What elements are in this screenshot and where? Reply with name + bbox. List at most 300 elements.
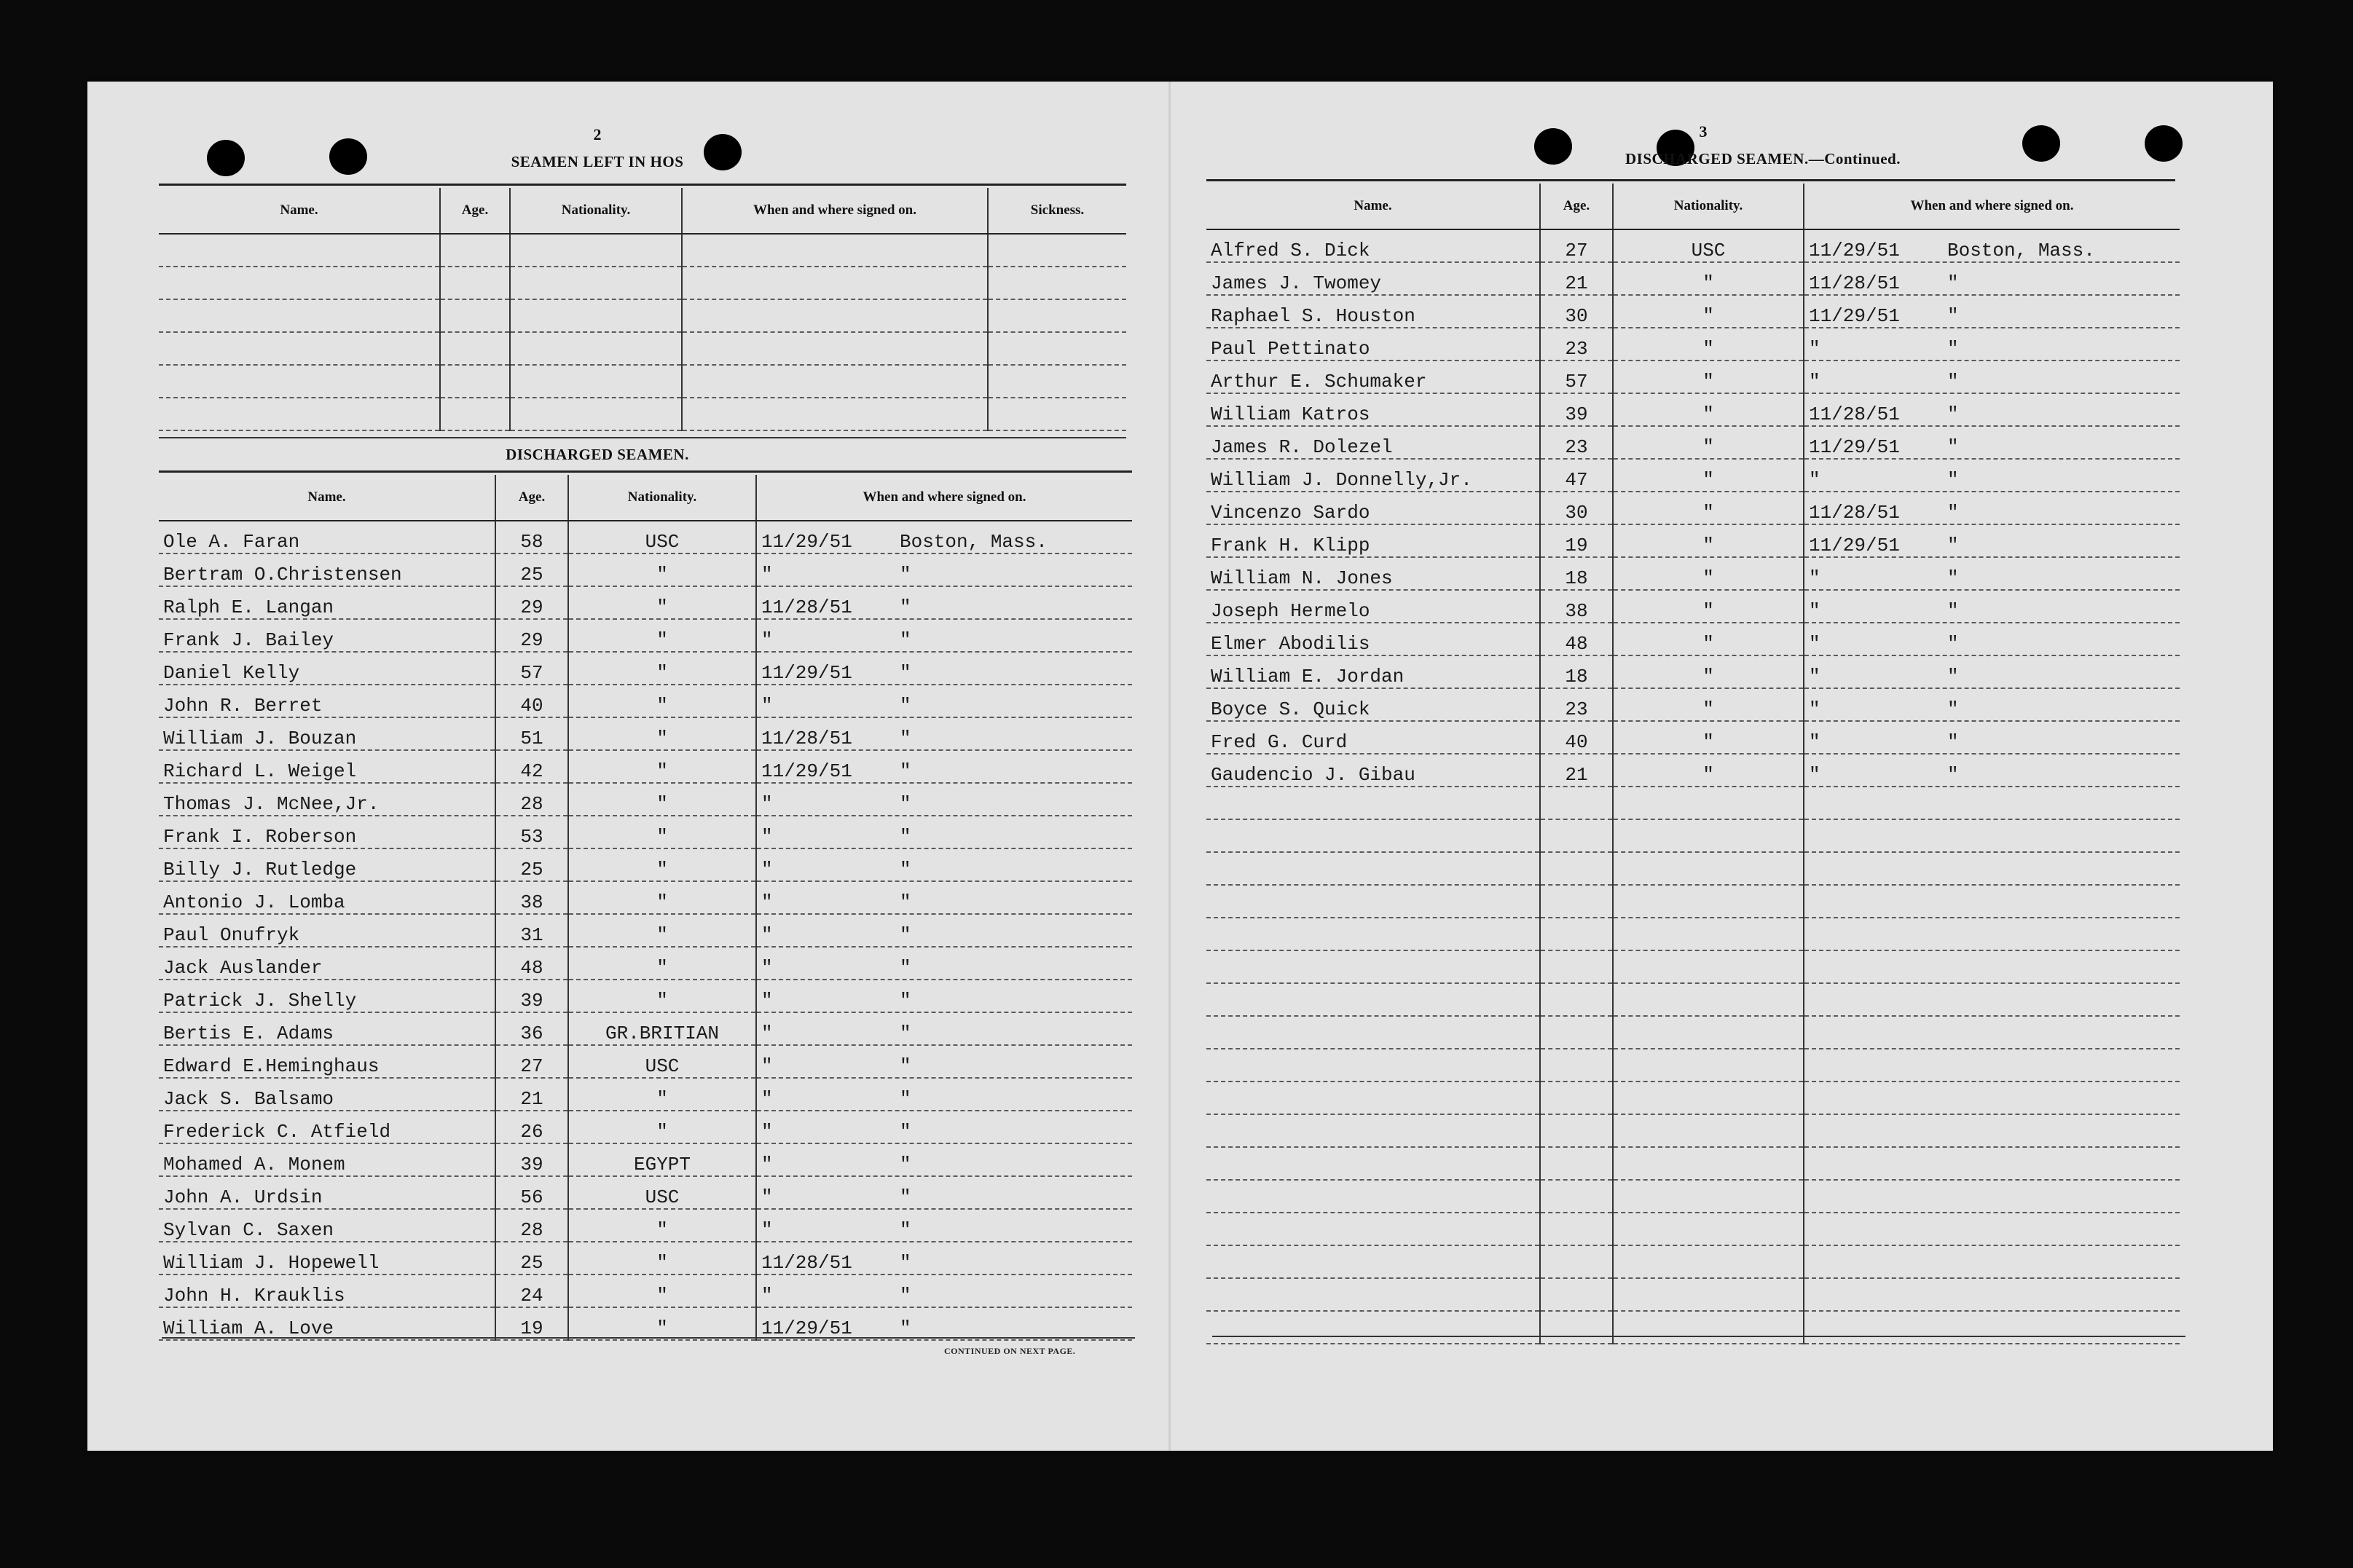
signed-on-cell	[756, 1242, 1132, 1275]
seaman-name: Raphael S. Houston	[1206, 295, 1540, 328]
table-row	[159, 1143, 1132, 1176]
table-row	[1206, 787, 2180, 819]
seaman-name: Ralph E. Langan	[159, 586, 495, 619]
seaman-age	[1540, 1147, 1613, 1180]
seaman-nationality	[1613, 1049, 1804, 1082]
seaman-nationality: "	[568, 881, 756, 914]
seaman-name	[1206, 918, 1540, 950]
seaman-nationality: USC	[568, 1176, 756, 1209]
table-row	[159, 1045, 1132, 1078]
seaman-nationality: "	[568, 685, 756, 717]
signed-on-place: "	[1947, 567, 1959, 589]
table-row	[1206, 524, 2180, 557]
signed-on-date: "	[761, 629, 773, 651]
signed-on-cell	[756, 1307, 1132, 1340]
signed-on-place: "	[900, 1023, 911, 1044]
seaman-age: 19	[495, 1307, 568, 1340]
seaman-nationality: "	[1613, 459, 1804, 492]
signed-on-date: 11/28/51	[761, 596, 852, 618]
signed-on-cell	[1804, 1180, 2180, 1213]
seaman-age: 27	[495, 1045, 568, 1078]
punch-hole	[2145, 125, 2183, 162]
table-header-row	[159, 188, 1126, 234]
seaman-name	[1206, 1016, 1540, 1049]
seaman-age: 18	[1540, 557, 1613, 590]
table-row	[159, 521, 1132, 553]
signed-on-date: "	[1809, 666, 1820, 688]
table-row	[1206, 590, 2180, 623]
hospital-table	[159, 188, 1126, 431]
seaman-age	[440, 299, 510, 332]
seaman-age: 28	[495, 783, 568, 816]
seaman-age: 57	[1540, 361, 1613, 393]
signed-on-date: "	[761, 1219, 773, 1241]
seaman-name: Frederick C. Atfield	[159, 1111, 495, 1143]
table-row	[1206, 426, 2180, 459]
continued-section-title: DISCHARGED SEAMEN.—Continued.	[1625, 150, 1901, 168]
table-row	[1206, 1278, 2180, 1311]
seaman-age: 48	[495, 947, 568, 980]
seaman-age	[1540, 1245, 1613, 1278]
page-3	[1180, 82, 2273, 1451]
signed-on-cell	[756, 914, 1132, 947]
sickness-cell	[988, 299, 1126, 332]
seaman-nationality: EGYPT	[568, 1143, 756, 1176]
signed-on-place: "	[900, 1285, 911, 1307]
seaman-nationality: "	[568, 553, 756, 586]
signed-on-place: "	[1947, 371, 1959, 393]
signed-on-cell	[756, 1012, 1132, 1045]
seaman-nationality: "	[1613, 361, 1804, 393]
signed-on-cell	[682, 365, 988, 398]
table-row	[159, 848, 1132, 881]
header-rule	[1206, 179, 2175, 181]
column-header: When and where signed on.	[756, 475, 1132, 521]
seaman-name: Arthur E. Schumaker	[1206, 361, 1540, 393]
signed-on-date: 11/29/51	[1809, 436, 1900, 458]
table-row	[159, 553, 1132, 586]
table-row	[159, 365, 1126, 398]
seaman-name	[1206, 1049, 1540, 1082]
seaman-name	[1206, 1082, 1540, 1114]
seaman-name: Paul Onufryk	[159, 914, 495, 947]
table-row	[159, 881, 1132, 914]
seaman-age	[1540, 1311, 1613, 1344]
signed-on-date: "	[1809, 567, 1820, 589]
table-row	[1206, 688, 2180, 721]
seaman-nationality	[1613, 885, 1804, 918]
seaman-name: Boyce S. Quick	[1206, 688, 1540, 721]
seaman-name: Fred G. Curd	[1206, 721, 1540, 754]
seaman-age: 47	[1540, 459, 1613, 492]
signed-on-place: "	[900, 1219, 911, 1241]
seaman-name	[159, 267, 440, 299]
signed-on-date: "	[1809, 371, 1820, 393]
sickness-cell	[988, 365, 1126, 398]
table-row	[159, 234, 1126, 267]
seaman-nationality	[1613, 1082, 1804, 1114]
seaman-name: William J. Bouzan	[159, 717, 495, 750]
signed-on-cell	[682, 299, 988, 332]
table-row	[159, 1012, 1132, 1045]
table-row	[1206, 1147, 2180, 1180]
table-row	[1206, 1114, 2180, 1147]
signed-on-cell	[682, 234, 988, 267]
seaman-name	[1206, 1311, 1540, 1344]
seaman-nationality: "	[568, 652, 756, 685]
signed-on-cell	[1804, 328, 2180, 361]
seaman-age: 25	[495, 848, 568, 881]
signed-on-date: 11/29/51	[761, 531, 852, 553]
table-row	[1206, 754, 2180, 787]
seaman-name: Jack S. Balsamo	[159, 1078, 495, 1111]
seaman-age	[1540, 1016, 1613, 1049]
column-header: Nationality.	[568, 475, 756, 521]
seaman-name	[159, 299, 440, 332]
seaman-nationality: "	[1613, 295, 1804, 328]
seaman-name	[1206, 819, 1540, 852]
table-row	[159, 914, 1132, 947]
signed-on-cell	[756, 980, 1132, 1012]
signed-on-date: 11/28/51	[1809, 403, 1900, 425]
seaman-name: William J. Donnelly,Jr.	[1206, 459, 1540, 492]
seaman-age: 18	[1540, 655, 1613, 688]
signed-on-date: "	[761, 1186, 773, 1208]
seaman-age	[1540, 1082, 1613, 1114]
seaman-nationality: "	[568, 1111, 756, 1143]
sickness-cell	[988, 234, 1126, 267]
seaman-age	[1540, 852, 1613, 885]
seaman-name: Patrick J. Shelly	[159, 980, 495, 1012]
seaman-nationality: "	[1613, 721, 1804, 754]
seaman-age	[1540, 983, 1613, 1016]
table-row	[1206, 1213, 2180, 1245]
signed-on-cell	[1804, 1114, 2180, 1147]
signed-on-cell	[1804, 590, 2180, 623]
signed-on-date: "	[761, 990, 773, 1012]
seaman-nationality	[1613, 1278, 1804, 1311]
seaman-age: 24	[495, 1275, 568, 1307]
seaman-name	[1206, 1147, 1540, 1180]
signed-on-place: "	[1947, 272, 1959, 294]
seaman-age	[1540, 819, 1613, 852]
column-header: Name.	[159, 475, 495, 521]
seaman-age: 51	[495, 717, 568, 750]
table-row	[159, 299, 1126, 332]
seaman-name	[159, 332, 440, 365]
seaman-nationality	[1613, 819, 1804, 852]
table-row	[159, 1209, 1132, 1242]
signed-on-date: "	[1809, 731, 1820, 753]
sickness-cell	[988, 398, 1126, 430]
signed-on-date: 11/29/51	[1809, 535, 1900, 556]
signed-on-cell	[1804, 1016, 2180, 1049]
page-number: 2	[593, 125, 602, 143]
signed-on-place: "	[900, 793, 911, 815]
seaman-name: William J. Hopewell	[159, 1242, 495, 1275]
seaman-nationality	[1613, 1114, 1804, 1147]
signed-on-date: 11/29/51	[761, 1317, 852, 1339]
table-row	[1206, 1180, 2180, 1213]
table-row	[1206, 819, 2180, 852]
signed-on-cell	[1804, 295, 2180, 328]
signed-on-place: Boston, Mass.	[900, 531, 1048, 553]
signed-on-place: "	[900, 1186, 911, 1208]
seaman-name: William Katros	[1206, 393, 1540, 426]
seaman-age: 23	[1540, 426, 1613, 459]
seaman-age	[1540, 1049, 1613, 1082]
page-fold	[1168, 82, 1171, 1451]
signed-on-place: Boston, Mass.	[1947, 240, 2095, 261]
seaman-name: William A. Love	[159, 1307, 495, 1340]
signed-on-cell	[1804, 361, 2180, 393]
signed-on-place: "	[900, 728, 911, 749]
column-header: Sickness.	[988, 188, 1126, 234]
signed-on-cell	[756, 1078, 1132, 1111]
signed-on-cell	[756, 1143, 1132, 1176]
signed-on-cell	[1804, 1278, 2180, 1311]
seaman-name: Frank J. Bailey	[159, 619, 495, 652]
seaman-nationality: USC	[568, 1045, 756, 1078]
seaman-name	[1206, 1114, 1540, 1147]
seaman-nationality: "	[568, 816, 756, 848]
seaman-nationality	[1613, 1147, 1804, 1180]
seaman-nationality: "	[1613, 590, 1804, 623]
table-row	[1206, 950, 2180, 983]
signed-on-place: "	[900, 957, 911, 979]
seaman-nationality	[1613, 983, 1804, 1016]
signed-on-cell	[682, 332, 988, 365]
table-row	[159, 1111, 1132, 1143]
signed-on-cell	[1804, 1147, 2180, 1180]
seaman-name: Sylvan C. Saxen	[159, 1209, 495, 1242]
seaman-nationality	[1613, 852, 1804, 885]
signed-on-date: "	[761, 891, 773, 913]
seaman-name	[159, 234, 440, 267]
seaman-nationality	[1613, 1213, 1804, 1245]
table-row	[1206, 1082, 2180, 1114]
table-row	[1206, 492, 2180, 524]
seaman-nationality: "	[568, 1242, 756, 1275]
column-header: Nationality.	[510, 188, 682, 234]
table-row	[159, 1078, 1132, 1111]
seaman-name: William E. Jordan	[1206, 655, 1540, 688]
seaman-name: Edward E.Heminghaus	[159, 1045, 495, 1078]
table-row	[1206, 328, 2180, 361]
signed-on-date: "	[761, 859, 773, 880]
signed-on-date: 11/28/51	[1809, 272, 1900, 294]
seaman-nationality: "	[1613, 655, 1804, 688]
seaman-name: Alfred S. Dick	[1206, 229, 1540, 262]
signed-on-cell	[1804, 787, 2180, 819]
seaman-name: James J. Twomey	[1206, 262, 1540, 295]
signed-on-place: "	[900, 1252, 911, 1274]
signed-on-date: "	[1809, 469, 1820, 491]
seaman-nationality: "	[568, 848, 756, 881]
seaman-nationality: USC	[568, 521, 756, 553]
seaman-nationality: "	[568, 1307, 756, 1340]
signed-on-cell	[1804, 492, 2180, 524]
column-header: Name.	[159, 188, 440, 234]
seaman-nationality: "	[568, 750, 756, 783]
table-row	[159, 717, 1132, 750]
seaman-nationality: "	[1613, 328, 1804, 361]
seaman-age: 30	[1540, 295, 1613, 328]
seaman-age	[1540, 918, 1613, 950]
signed-on-date: "	[761, 695, 773, 717]
seaman-name	[1206, 1278, 1540, 1311]
seaman-nationality: "	[568, 1209, 756, 1242]
seaman-age: 56	[495, 1176, 568, 1209]
seaman-age	[440, 234, 510, 267]
signed-on-date: 11/28/51	[1809, 502, 1900, 524]
signed-on-place: "	[900, 891, 911, 913]
signed-on-date: "	[761, 793, 773, 815]
column-header: Age.	[495, 475, 568, 521]
seaman-name: Paul Pettinato	[1206, 328, 1540, 361]
seaman-age: 23	[1540, 328, 1613, 361]
seaman-name: Jack Auslander	[159, 947, 495, 980]
seaman-nationality: "	[568, 783, 756, 816]
signed-on-cell	[1804, 754, 2180, 787]
discharged-section-title: DISCHARGED SEAMEN.	[506, 446, 689, 463]
seaman-age: 27	[1540, 229, 1613, 262]
signed-on-place: "	[900, 1317, 911, 1339]
signed-on-date: "	[761, 1023, 773, 1044]
seaman-age: 42	[495, 750, 568, 783]
signed-on-cell	[1804, 885, 2180, 918]
signed-on-date: "	[761, 826, 773, 848]
signed-on-cell	[1804, 1213, 2180, 1245]
continued-note: CONTINUED ON NEXT PAGE.	[944, 1346, 1076, 1356]
column-header: Age.	[440, 188, 510, 234]
signed-on-cell	[756, 652, 1132, 685]
table-row	[1206, 623, 2180, 655]
signed-on-cell	[756, 750, 1132, 783]
seaman-nationality	[510, 365, 682, 398]
seaman-age: 21	[495, 1078, 568, 1111]
seaman-nationality: "	[568, 717, 756, 750]
seaman-age: 30	[1540, 492, 1613, 524]
signed-on-cell	[1804, 1082, 2180, 1114]
discharged-table	[159, 475, 1132, 1341]
seaman-nationality: "	[1613, 426, 1804, 459]
seaman-name: Thomas J. McNee,Jr.	[159, 783, 495, 816]
seaman-nationality: "	[1613, 754, 1804, 787]
page-number: 3	[1699, 122, 1708, 141]
seaman-nationality: "	[568, 980, 756, 1012]
signed-on-cell	[1804, 524, 2180, 557]
signed-on-place: "	[1947, 338, 1959, 360]
signed-on-cell	[1804, 655, 2180, 688]
seaman-name	[159, 365, 440, 398]
seaman-name: Vincenzo Sardo	[1206, 492, 1540, 524]
table-header-row	[159, 475, 1132, 521]
seaman-name: Bertram O.Christensen	[159, 553, 495, 586]
signed-on-place: "	[900, 924, 911, 946]
seaman-age: 58	[495, 521, 568, 553]
seaman-age: 21	[1540, 262, 1613, 295]
table-row	[1206, 1311, 2180, 1344]
signed-on-date: "	[1809, 338, 1820, 360]
table-row	[159, 947, 1132, 980]
seaman-age: 26	[495, 1111, 568, 1143]
seaman-nationality: "	[568, 1078, 756, 1111]
seaman-name: Ole A. Faran	[159, 521, 495, 553]
signed-on-date: "	[1809, 633, 1820, 655]
signed-on-date: "	[761, 1285, 773, 1307]
signed-on-place: "	[900, 629, 911, 651]
seaman-nationality	[510, 332, 682, 365]
signed-on-cell	[756, 717, 1132, 750]
seaman-age: 39	[495, 980, 568, 1012]
seaman-nationality: "	[568, 947, 756, 980]
seaman-nationality: "	[568, 1275, 756, 1307]
seaman-age: 39	[1540, 393, 1613, 426]
signed-on-cell	[756, 947, 1132, 980]
table-row	[1206, 1049, 2180, 1082]
table-row	[159, 1176, 1132, 1209]
table-row	[1206, 655, 2180, 688]
signed-on-cell	[756, 881, 1132, 914]
signed-on-place: "	[1947, 502, 1959, 524]
seaman-age: 40	[495, 685, 568, 717]
table-row	[1206, 983, 2180, 1016]
table-row	[1206, 852, 2180, 885]
seaman-nationality	[510, 267, 682, 299]
signed-on-date: 11/29/51	[1809, 240, 1900, 261]
seaman-name: John A. Urdsin	[159, 1176, 495, 1209]
seaman-name	[1206, 885, 1540, 918]
table-row	[159, 1307, 1132, 1340]
seaman-age	[1540, 885, 1613, 918]
signed-on-place: "	[900, 1154, 911, 1175]
signed-on-cell	[756, 1275, 1132, 1307]
signed-on-cell	[756, 1176, 1132, 1209]
signed-on-cell	[1804, 1049, 2180, 1082]
signed-on-cell	[756, 685, 1132, 717]
signed-on-cell	[1804, 229, 2180, 262]
signed-on-place: "	[1947, 600, 1959, 622]
signed-on-place: "	[900, 1121, 911, 1143]
signed-on-place: "	[900, 990, 911, 1012]
signed-on-cell	[756, 1111, 1132, 1143]
seaman-nationality	[1613, 1180, 1804, 1213]
seaman-age: 19	[1540, 524, 1613, 557]
seaman-age: 23	[1540, 688, 1613, 721]
signed-on-place: "	[1947, 666, 1959, 688]
seaman-nationality	[1613, 1245, 1804, 1278]
section-divider	[159, 437, 1126, 438]
signed-on-place: "	[900, 1088, 911, 1110]
seaman-age	[1540, 1180, 1613, 1213]
seaman-name	[1206, 787, 1540, 819]
signed-on-date: "	[1809, 698, 1820, 720]
signed-on-place: "	[1947, 403, 1959, 425]
signed-on-date: "	[761, 924, 773, 946]
seaman-name: Gaudencio J. Gibau	[1206, 754, 1540, 787]
signed-on-place: "	[900, 1055, 911, 1077]
table-row	[159, 1275, 1132, 1307]
signed-on-place: "	[900, 695, 911, 717]
seaman-age: 25	[495, 1242, 568, 1275]
signed-on-cell	[1804, 1311, 2180, 1344]
seaman-nationality	[1613, 950, 1804, 983]
seaman-nationality	[510, 234, 682, 267]
seaman-age	[440, 332, 510, 365]
seaman-name: Mohamed A. Monem	[159, 1143, 495, 1176]
table-row	[159, 816, 1132, 848]
